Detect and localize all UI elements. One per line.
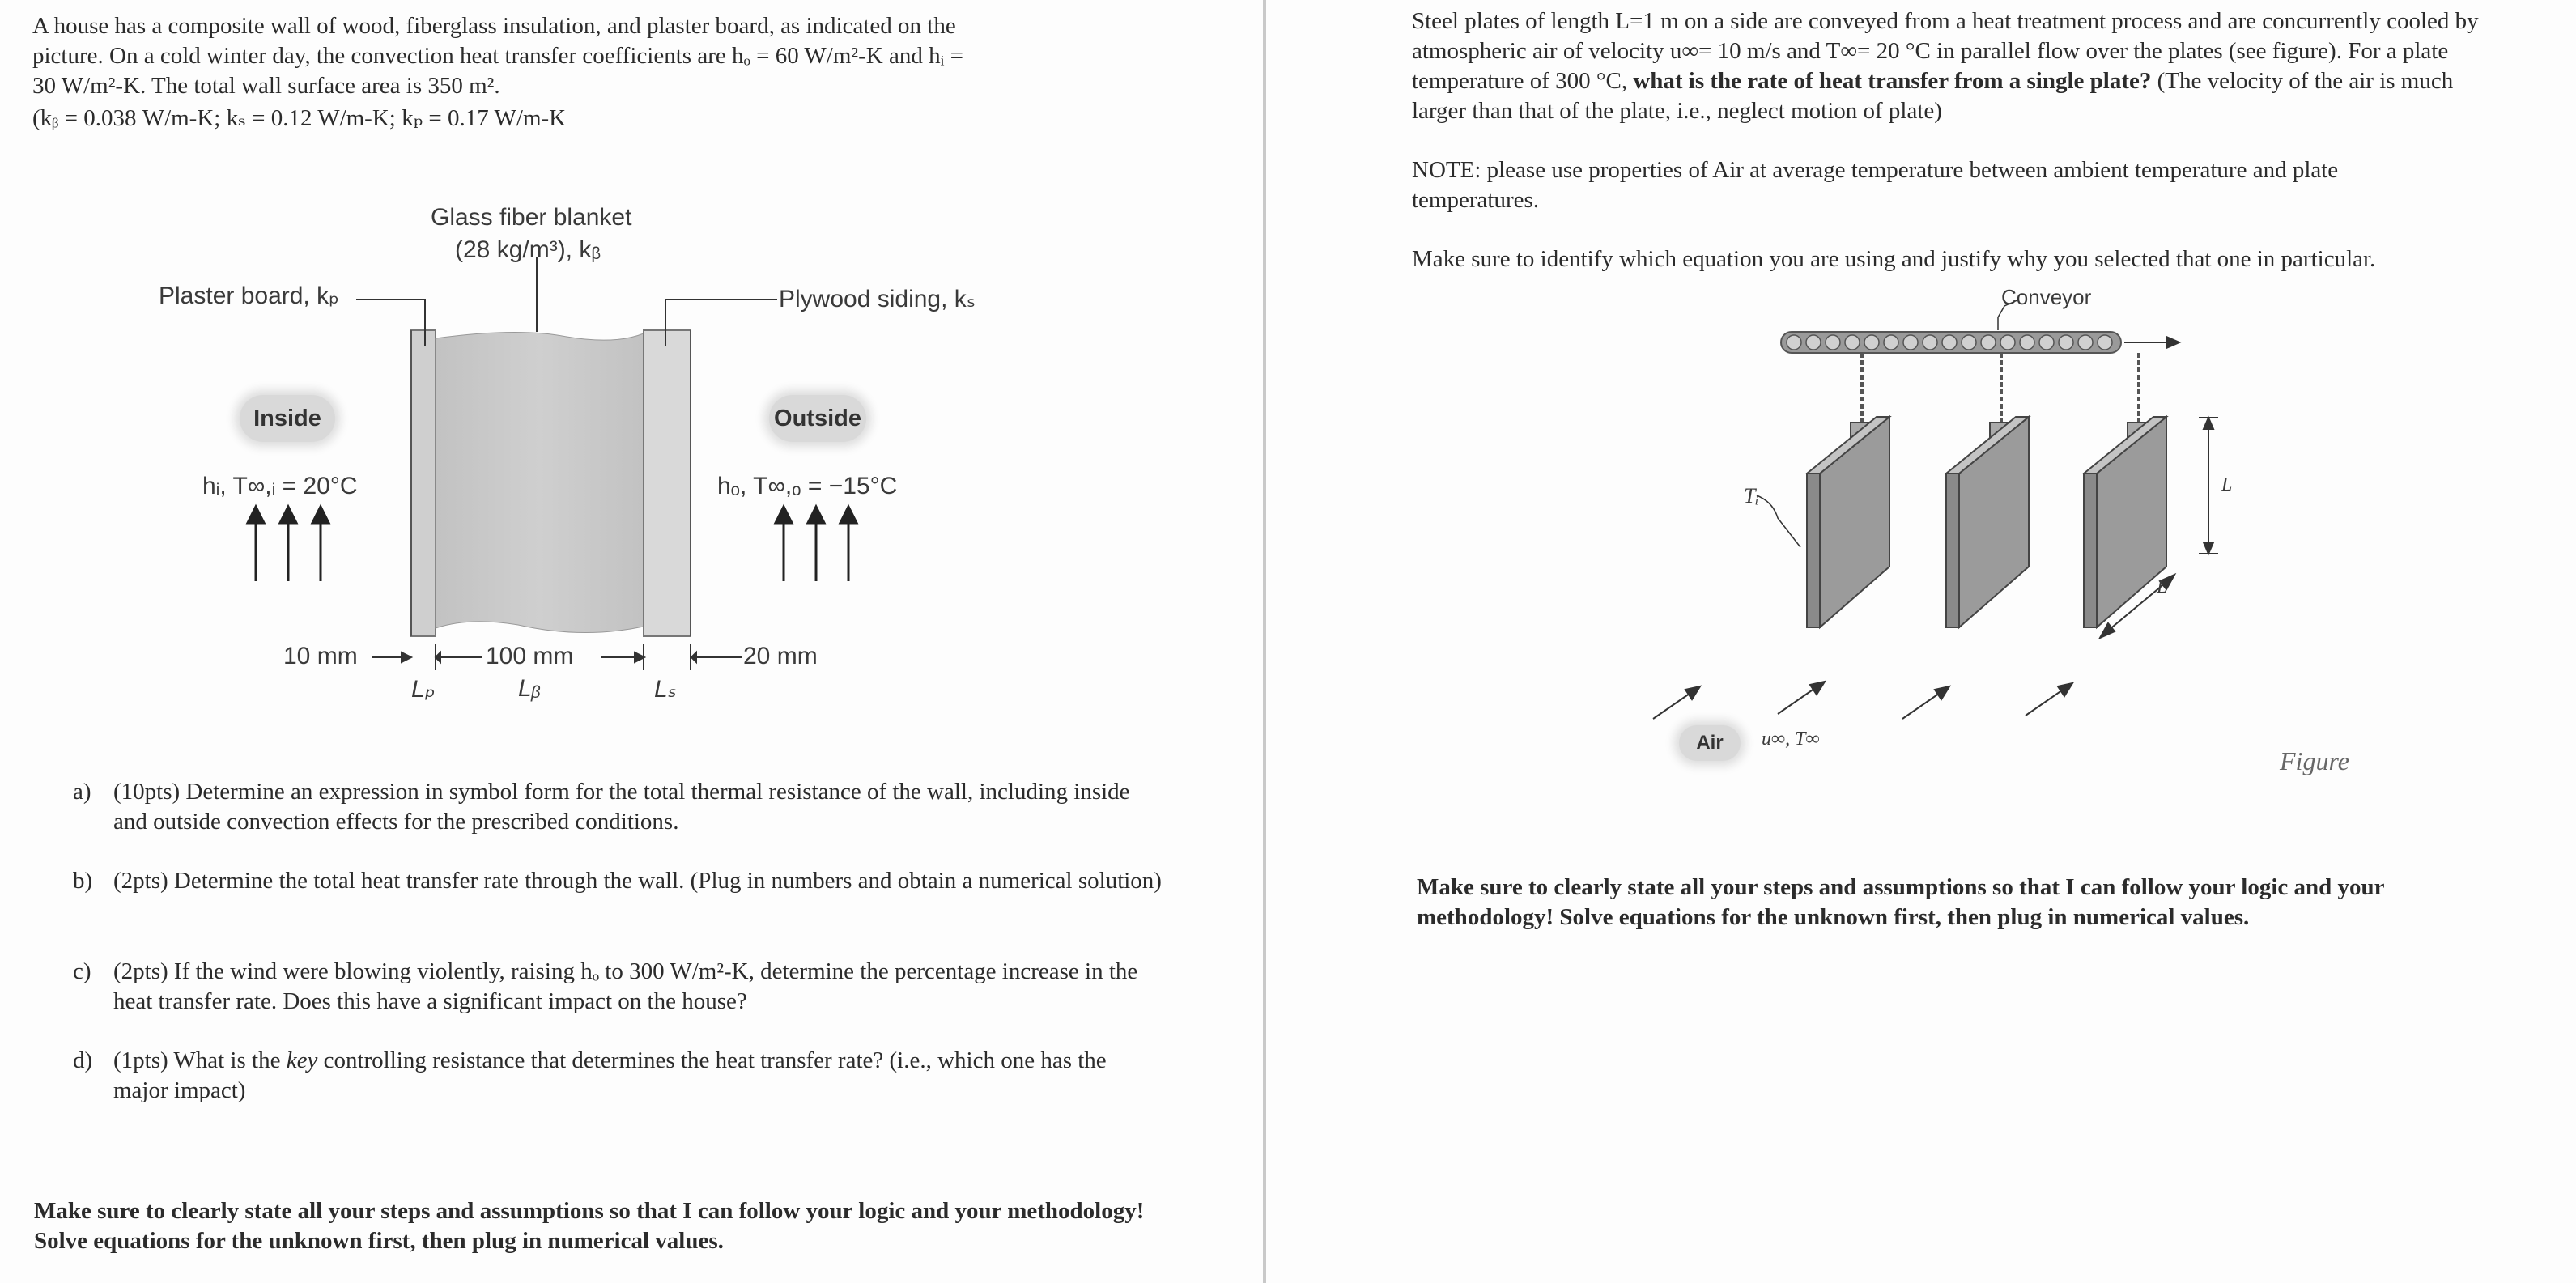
plaster-board-label: Plaster board, kₚ	[159, 283, 339, 309]
steel-plate-3	[2084, 353, 2166, 627]
plate-height-label: L	[2221, 474, 2233, 495]
intro-line-4: (kᵦ = 0.038 W/m-K; kₛ = 0.12 W/m-K; kₚ = 0.17 W/m-K	[32, 105, 567, 131]
plate-width-label: L	[2157, 576, 2168, 597]
inside-conditions: hᵢ, T∞,ᵢ = 20°C	[202, 473, 358, 499]
inside-flow-arrows	[248, 507, 329, 581]
question-text: (2pts) Determine the total heat transfer rate through the wall. (Plug in numbers and obtain a numerical solution)	[113, 868, 1162, 894]
right-footer-instructions: Make sure to clearly state all your steps and assumptions so that I can follow your logic and your methodology! Solve equations for the unknown first, then plug in numerical values.	[1417, 874, 2384, 930]
outside-flow-arrows	[776, 507, 857, 581]
intro-line-3: 30 W/m²-K. The total wall surface area is 350 m².	[32, 73, 500, 99]
plywood-siding-layer	[644, 330, 691, 636]
glass-fiber-density: (28 kg/m³), kᵦ	[455, 236, 601, 263]
question-text: (1pts) What is the key controlling resistance that determines the heat transfer rate? (i.e., which one has the major impact)	[113, 1047, 1107, 1103]
intro-line-2: picture. On a cold winter day, the convection heat transfer coefficients are hₒ = 60 W/m²-K and hᵢ =	[32, 43, 963, 69]
dim-siding-20mm: 20 mm	[743, 643, 818, 669]
plywood-siding-label: Plywood siding, kₛ	[779, 286, 976, 312]
intro-line-1: A house has a composite wall of wood, fiberglass insulation, and plaster board, as indicated on the	[32, 13, 956, 39]
outside-badge: Outside	[769, 395, 866, 442]
glass-fiber-label: Glass fiber blanket	[431, 204, 632, 231]
outside-conditions: hₒ, T∞,ₒ = −15°C	[717, 473, 898, 499]
symbol-lb: Lᵦ	[518, 675, 542, 702]
dim-plaster-10mm: 10 mm	[283, 643, 358, 669]
plate-height-dimension	[2199, 418, 2218, 554]
symbol-lp: Lₚ	[411, 676, 436, 703]
symbol-ls: Lₛ	[654, 676, 677, 703]
question-label: a)	[73, 779, 91, 805]
right-intro-paragraph: Steel plates of length L=1 m on a side are conveyed from a heat treatment process and are concurrently cooled by atmospheric air of velocity u∞= 10 m/s and T∞= 20 °C in parallel flow over the plates (see figure). For a plate temperature of 300 °C, what is the rate of heat transfer from a single plate? (The velocity of the air is much larger than that of the plate, i.e., neglect motion of plate)	[1412, 8, 2479, 124]
conveyor-diagram	[1266, 0, 2576, 809]
question-label: c)	[73, 958, 91, 984]
question-text: (10pts) Determine an expression in symbol form for the total thermal resistance of the wall, including inside and outside convection effects for the prescribed conditions.	[113, 779, 1130, 835]
left-footer-instructions: Make sure to clearly state all your steps and assumptions so that I can follow your logic and your methodology! Solve equations for the unknown first, then plug in numerical values.	[34, 1198, 1145, 1254]
initial-temp-label: Tᵢ	[1744, 484, 1759, 508]
plaster-board-layer	[411, 330, 436, 636]
air-flow-arrows	[1653, 682, 2072, 719]
glass-fiber-blanket-layer	[436, 332, 644, 632]
steel-plate-2	[1946, 353, 2029, 627]
figure-caption: Figure	[2280, 746, 2349, 775]
question-label: d)	[73, 1047, 93, 1073]
question-label: b)	[73, 868, 93, 894]
right-note-paragraph: NOTE: please use properties of Air at average temperature between ambient temperature and plate temperatures.	[1412, 157, 2339, 213]
right-equation-instruction: Make sure to identify which equation you are using and justify why you selected that one in particular.	[1412, 246, 2376, 272]
dim-blanket-100mm: 100 mm	[486, 643, 574, 669]
air-badge: Air	[1679, 725, 1741, 761]
question-text: (2pts) If the wind were blowing violently, raising hₒ to 300 W/m²-K, determine the percentage increase in the heat transfer rate. Does this have a significant impact on the house?	[113, 958, 1138, 1014]
left-page	[0, 0, 1263, 1283]
air-conditions-label: u∞, T∞	[1762, 729, 1820, 750]
right-page	[1266, 0, 2576, 1283]
conveyor-label: Conveyor	[2001, 285, 2092, 309]
inside-badge: Inside	[240, 395, 335, 442]
wall-diagram	[0, 0, 1263, 729]
steel-plate-1	[1807, 353, 1889, 627]
